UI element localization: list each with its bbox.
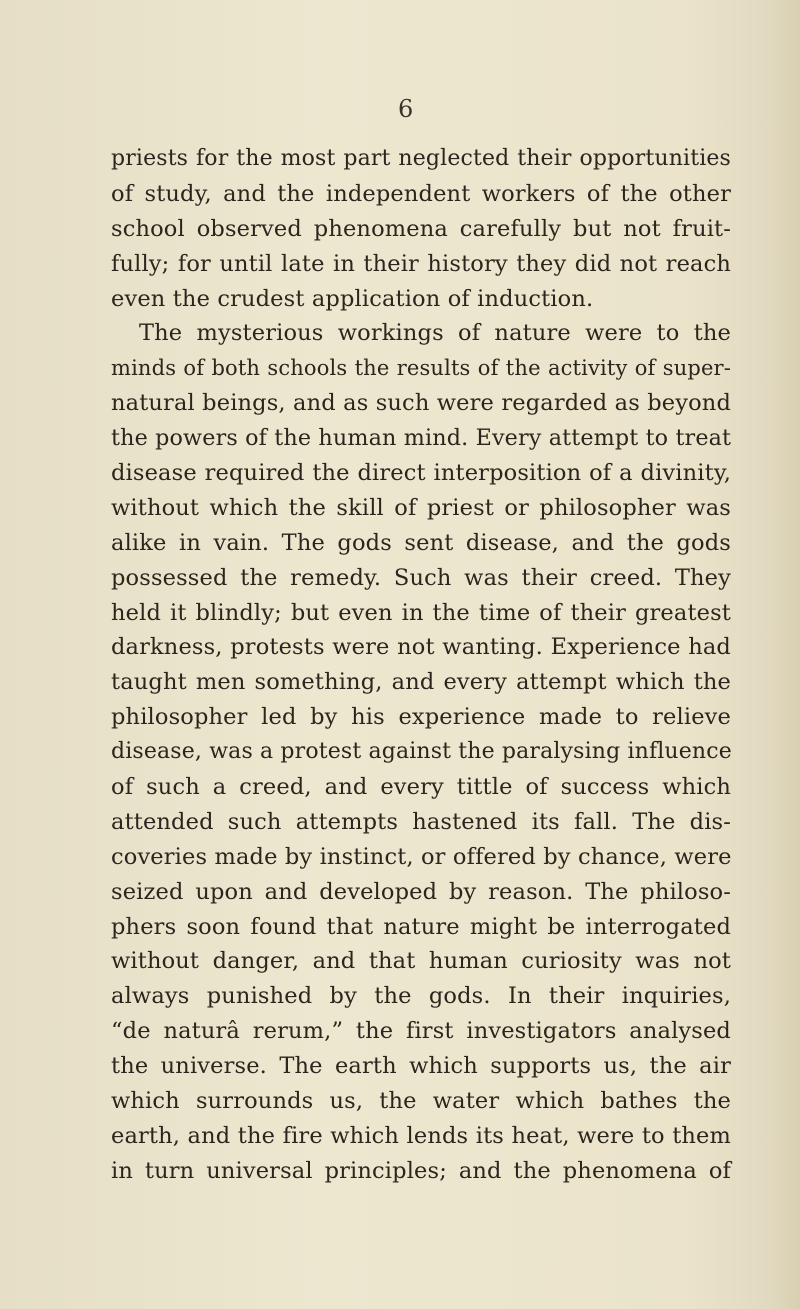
text-line: of study, and the independent workers of the other [111, 180, 731, 207]
text-line: disease, was a protest against the paralysing influence [111, 739, 732, 765]
text-line: even the crudest application of induction. [111, 285, 594, 312]
text-line: natural beings, and as such were regarded as beyond [111, 390, 731, 417]
text-line: held it blindly; but even in the time of their greatest [111, 599, 731, 626]
text-line: darkness, protests were not wanting. Experience had [111, 634, 731, 661]
text-line: the universe. The earth which supports us, the air [111, 1053, 731, 1080]
text-line: The mysterious workings of nature were to the [139, 320, 731, 347]
text-line: attended such attempts hastened its fall. The dis- [111, 808, 731, 835]
text-line: earth, and the fire which lends its heat, were to them [111, 1122, 731, 1149]
text-line: minds of both schools the results of the activity of super- [111, 356, 731, 381]
text-line: coveries made by instinct, or offered by chance, were [111, 843, 732, 870]
text-line: philosopher led by his experience made to relieve [111, 704, 731, 731]
text-line: without which the skill of priest or philosopher was [111, 494, 731, 521]
text-line: phers soon found that nature might be interrogated [111, 913, 731, 940]
text-line: of such a creed, and every tittle of success which [111, 774, 731, 801]
text-line: seized upon and developed by reason. The philoso- [111, 878, 731, 905]
text-line: alike in vain. The gods sent disease, and the gods [111, 529, 731, 556]
text-line: in turn universal principles; and the phenomena of [111, 1157, 731, 1184]
text-line: the powers of the human mind. Every attempt to treat [111, 425, 732, 452]
body-text [111, 142, 731, 1189]
text-line: priests for the most part neglected their opportunities [111, 146, 731, 171]
text-line: without danger, and that human curiosity was not [111, 948, 731, 975]
text-line: possessed the remedy. Such was their creed. They [111, 564, 731, 591]
text-line: always punished by the gods. In their inquiries, [111, 983, 731, 1010]
page-number: 6 [398, 95, 414, 123]
text-line: school observed phenomena carefully but not fruit- [111, 215, 731, 242]
text-line: “de naturâ rerum,” the first investigators analysed [111, 1018, 731, 1045]
text-line: which surrounds us, the water which bathes the [111, 1088, 731, 1115]
text-line: taught men something, and every attempt which the [111, 669, 731, 696]
text-line: disease required the direct interposition of a divinity, [111, 460, 731, 487]
text-line: fully; for until late in their history they did not reach [111, 250, 731, 277]
